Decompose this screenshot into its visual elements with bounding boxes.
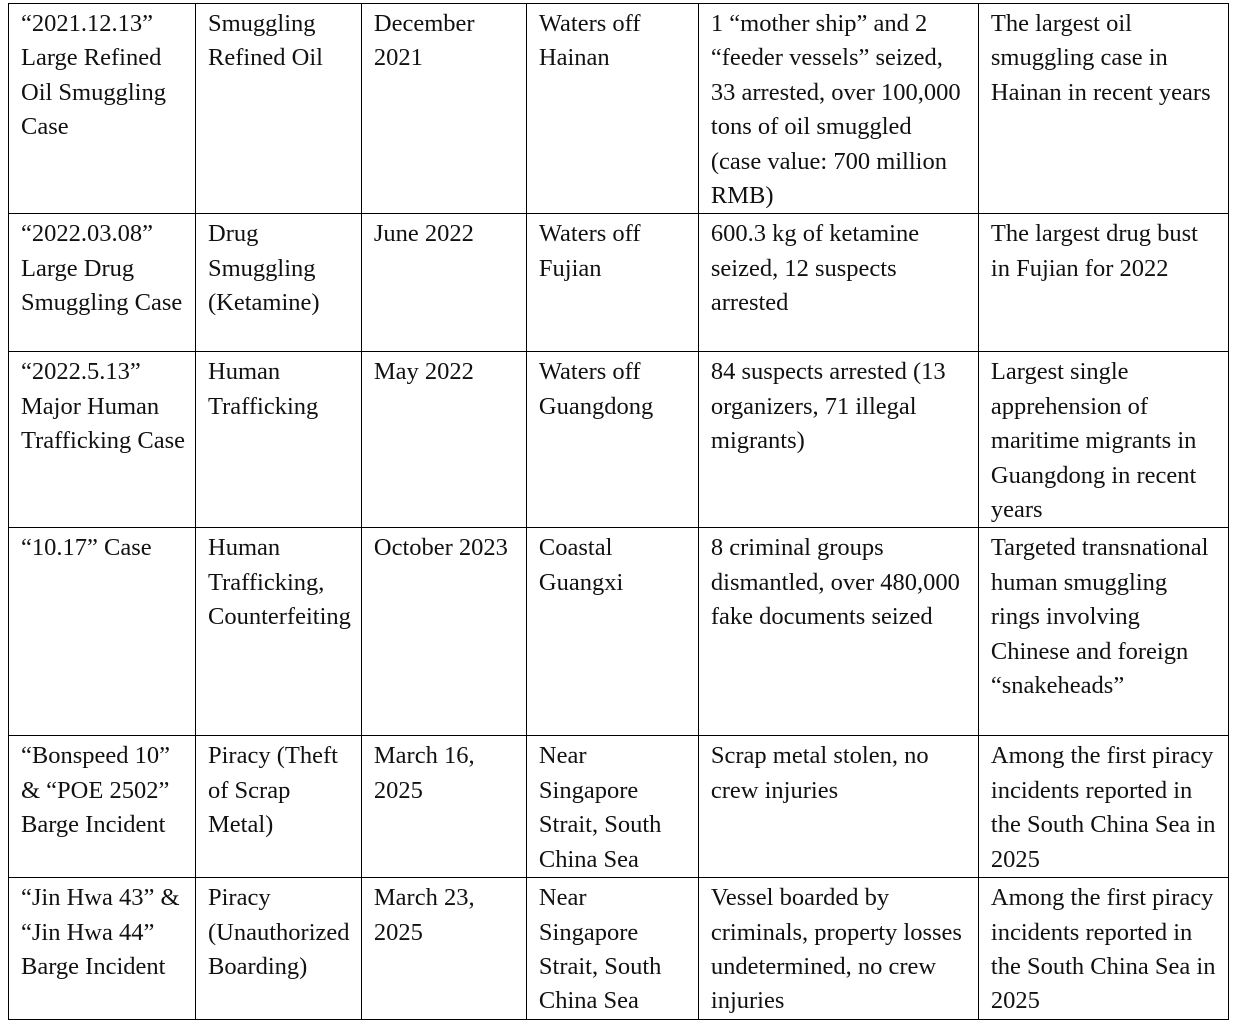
date-cell: March 23, 2025 [361,878,526,1020]
case-name-cell: “Jin Hwa 43” & “Jin Hwa 44” Barge Incident [9,878,196,1020]
significance-cell: Among the first piracy incidents reported in the South China Sea in 2025 [978,736,1228,878]
date-cell: May 2022 [361,352,526,528]
outcome-cell: Scrap metal stolen, no crew injuries [698,736,978,878]
case-name-cell: “2022.5.13” Major Human Trafficking Case [9,352,196,528]
table-row [9,4,1229,214]
date-cell: December 2021 [361,4,526,214]
significance-cell: The largest drug bust in Fujian for 2022 [978,214,1228,352]
outcome-cell: Vessel boarded by criminals, property losses undetermined, no crew injuries [698,878,978,1020]
case-name-cell: “2022.03.08” Large Drug Smuggling Case [9,214,196,352]
cases-table [8,3,1229,1020]
table-row [9,736,1229,878]
crime-type-cell: Drug Smuggling (Ketamine) [196,214,362,352]
table-row [9,878,1229,1020]
outcome-cell: 8 criminal groups dismantled, over 480,000 fake documents seized [698,528,978,736]
location-cell: Waters off Guangdong [526,352,698,528]
date-cell: June 2022 [361,214,526,352]
table-row [9,214,1229,352]
location-cell: Waters off Fujian [526,214,698,352]
date-cell: October 2023 [361,528,526,736]
crime-type-cell: Human Trafficking [196,352,362,528]
crime-type-cell: Smuggling Refined Oil [196,4,362,214]
significance-cell: Among the first piracy incidents reported in the South China Sea in 2025 [978,878,1228,1020]
significance-cell: Largest single apprehension of maritime migrants in Guangdong in recent years [978,352,1228,528]
significance-cell: The largest oil smuggling case in Hainan in recent years [978,4,1228,214]
table-row [9,352,1229,528]
crime-type-cell: Piracy (Unauthorized Boarding) [196,878,362,1020]
date-cell: March 16, 2025 [361,736,526,878]
table-row [9,528,1229,736]
case-name-cell: “10.17” Case [9,528,196,736]
location-cell: Near Singapore Strait, South China Sea [526,878,698,1020]
location-cell: Waters off Hainan [526,4,698,214]
crime-type-cell: Piracy (Theft of Scrap Metal) [196,736,362,878]
location-cell: Coastal Guangxi [526,528,698,736]
significance-cell: Targeted transnational human smuggling rings involving Chinese and foreign “snakeheads” [978,528,1228,736]
outcome-cell: 600.3 kg of ketamine seized, 12 suspects arrested [698,214,978,352]
outcome-cell: 1 “mother ship” and 2 “feeder vessels” seized, 33 arrested, over 100,000 tons of oil smuggled (case value: 700 million RMB) [698,4,978,214]
case-name-cell: “2021.12.13” Large Refined Oil Smuggling Case [9,4,196,214]
crime-type-cell: Human Trafficking, Counterfeiting [196,528,362,736]
outcome-cell: 84 suspects arrested (13 organizers, 71 illegal migrants) [698,352,978,528]
location-cell: Near Singapore Strait, South China Sea [526,736,698,878]
case-name-cell: “Bonspeed 10” & “POE 2502” Barge Incident [9,736,196,878]
